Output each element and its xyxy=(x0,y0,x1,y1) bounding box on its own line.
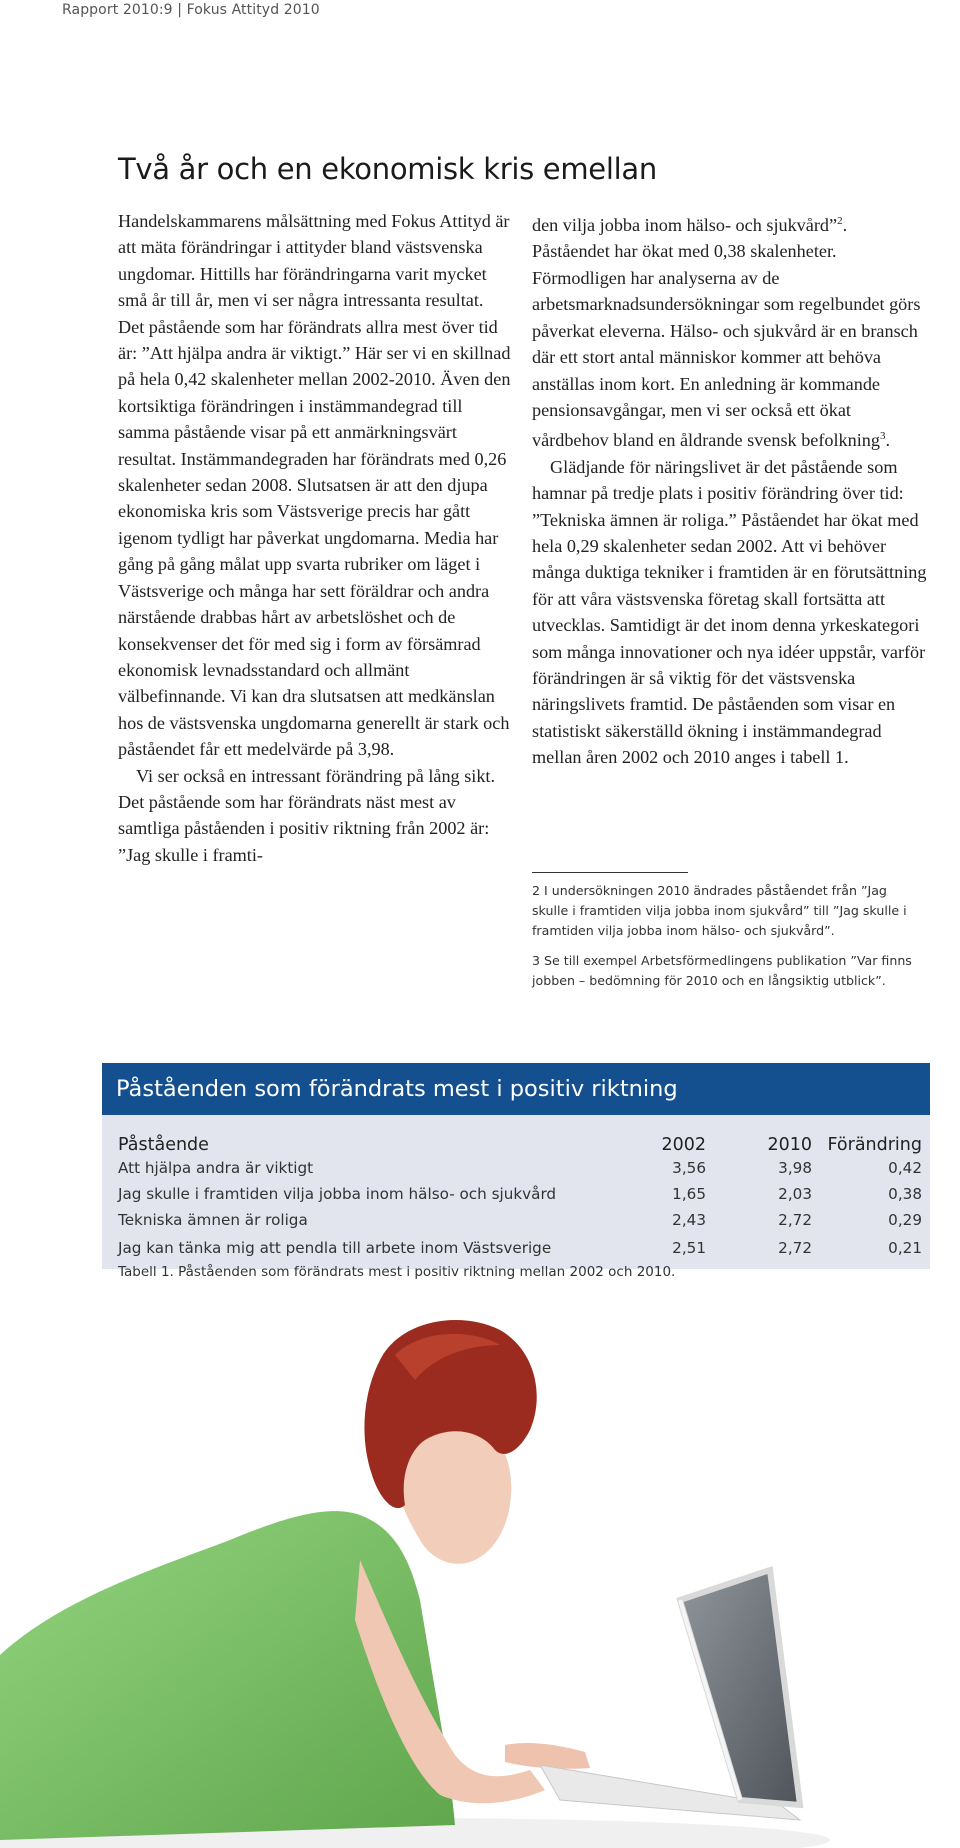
table-row xyxy=(102,1181,930,1207)
table-cell: 0,29 xyxy=(888,1211,922,1229)
table-row xyxy=(102,1207,930,1233)
body-paragraph xyxy=(532,208,928,454)
text-run: . Påståendet har ökat med 0,38 skalenheter. Förmodligen har analyserna av de arbetsmarknadsundersökningar som regelbundet görs påverkat eleverna. Hälso- och sjukvård är en bransch där ett stort antal människor kommer att behöva anställas inom kort. En anledning är kommande pensionsavgångar, men vi ser också ett ökat vårdbehov bland en åldrande svensk befolkning xyxy=(532,215,921,451)
table-cell: 0,21 xyxy=(888,1239,922,1257)
table-cell: 0,42 xyxy=(888,1159,922,1177)
table-cell: 2,03 xyxy=(778,1185,812,1203)
footnote: 2 I undersökningen 2010 ändrades påståendet från ”Jag skulle i framtiden vilja jobba inom sjukvård” till ”Jag skulle i framtiden vilja jobba inom hälso- och sjukvård”. xyxy=(532,883,907,938)
table-caption: Tabell 1. Påståenden som förändrats mest i positiv riktning mellan 2002 och 2010. xyxy=(118,1264,676,1280)
table-row xyxy=(102,1155,930,1181)
text-run: . xyxy=(885,430,891,451)
body-paragraph: Glädjande för näringslivet är det påstående som hamnar på tredje plats i positiv förändring över tid: ”Tekniska ämnen är roliga.” Påståendet har ökat med hela 0,29 skalenheter sedan 2002. Att vi behöver många duktiga tekniker i framtiden är en förutsättning för att våra västsvenska företag skall fortsätta att utvecklas. Samtidigt är det inom denna yrkeskategori som många innovationer och nya idéer uppstår, varför förändringen är så viktig för det västsvenska näringslivets framtid. De påståenden som visar en statistiskt säkerställd ökning i instämmandegrad mellan åren 2002 och 2010 anges i tabell 1. xyxy=(532,456,927,768)
table-cell: 2,51 xyxy=(672,1239,706,1257)
table-cell: 2,72 xyxy=(778,1239,812,1257)
running-header: Rapport 2010:9 | Fokus Attityd 2010 xyxy=(62,2,320,18)
footnote-ref: 2 xyxy=(837,215,843,227)
footnote-ref: 3 xyxy=(880,430,886,443)
article-column-right xyxy=(532,208,928,771)
body-paragraph: Vi ser också en intressant förändring på lång sikt. Det påstående som har förändrats näst mest av samtliga påståenden i positiv riktning från 2002 är: ”Jag skulle i framti- xyxy=(118,765,496,865)
table-cell: Tekniska ämnen är roliga xyxy=(118,1211,308,1229)
table-cell: Jag skulle i framtiden vilja jobba inom hälso- och sjukvård xyxy=(118,1185,557,1203)
table-cell: Jag kan tänka mig att pendla till arbete inom Västsverige xyxy=(118,1239,552,1257)
body-paragraph: Handelskammarens målsättning med Fokus Attityd är att mäta förändringar i attityder bland västsvenska ungdomar. Hittills har förändringarna varit mycket små år till år, men vi ser några intressanta resultat. Det påstående som har förändrats allra mest över tid är: ”Att hjälpa andra är viktigt.” Här ser vi en skillnad på hela 0,42 skalenheter mellan 2002-2010. Även den kortsiktiga förändringen i instämmandegrad till samma påstående visar på ett anmärkningsvärt resultat. Instämmandegraden har förändrats med 0,26 skalenheter sedan 2008. Slutsatsen är att den djupa ekonomiska kris som Västsverige precis har gått igenom tydligt har påverkat ungdomarna. Media har gång på gång målat upp svarta rubriker om läget i Västsverige och många har sett föräldrar och andra närstående drabbas hårt av arbetslöshet och de konsekvenser det för med sig i form av försämrad ekonomisk levnadsstandard och allmänt välbefinnande. Vi kan dra slutsatsen att medkänslan hos de västsvenska ungdomarna generellt är stark och påståendet får ett medelvärde på 3,98. xyxy=(118,211,511,760)
table-header-row xyxy=(102,1115,930,1155)
column-header: 2010 xyxy=(767,1135,812,1155)
table-title: Påståenden som förändrats mest i positiv riktning xyxy=(102,1063,930,1115)
laptop-screen xyxy=(680,1570,800,1805)
text-run: den vilja jobba inom hälso- och sjukvård” xyxy=(532,215,838,236)
woman-with-laptop-photo xyxy=(0,1300,960,1848)
table-cell: Att hjälpa andra är viktigt xyxy=(118,1159,314,1177)
table-cell: 0,38 xyxy=(888,1185,922,1203)
table-cell: 3,98 xyxy=(778,1159,812,1177)
column-header: 2002 xyxy=(661,1135,706,1155)
table-cell: 2,72 xyxy=(778,1211,812,1229)
hand-shape xyxy=(505,1743,590,1769)
article-column-left xyxy=(118,208,511,868)
footnotes xyxy=(532,881,912,1001)
page-title: Två år och en ekonomisk kris emellan xyxy=(118,152,657,186)
column-header: Förändring xyxy=(827,1135,922,1155)
results-table xyxy=(102,1115,930,1269)
footnote: 3 Se till exempel Arbetsförmedlingens publikation ”Var finns jobben – bedömning för 2010 och en långsiktig utblick”. xyxy=(532,953,912,988)
table-cell: 1,65 xyxy=(672,1185,706,1203)
table-cell: 2,43 xyxy=(672,1211,706,1229)
footnote-divider xyxy=(532,872,688,873)
results-table-box xyxy=(102,1063,930,1269)
table-cell: 3,56 xyxy=(672,1159,706,1177)
column-header: Påstående xyxy=(118,1135,209,1155)
